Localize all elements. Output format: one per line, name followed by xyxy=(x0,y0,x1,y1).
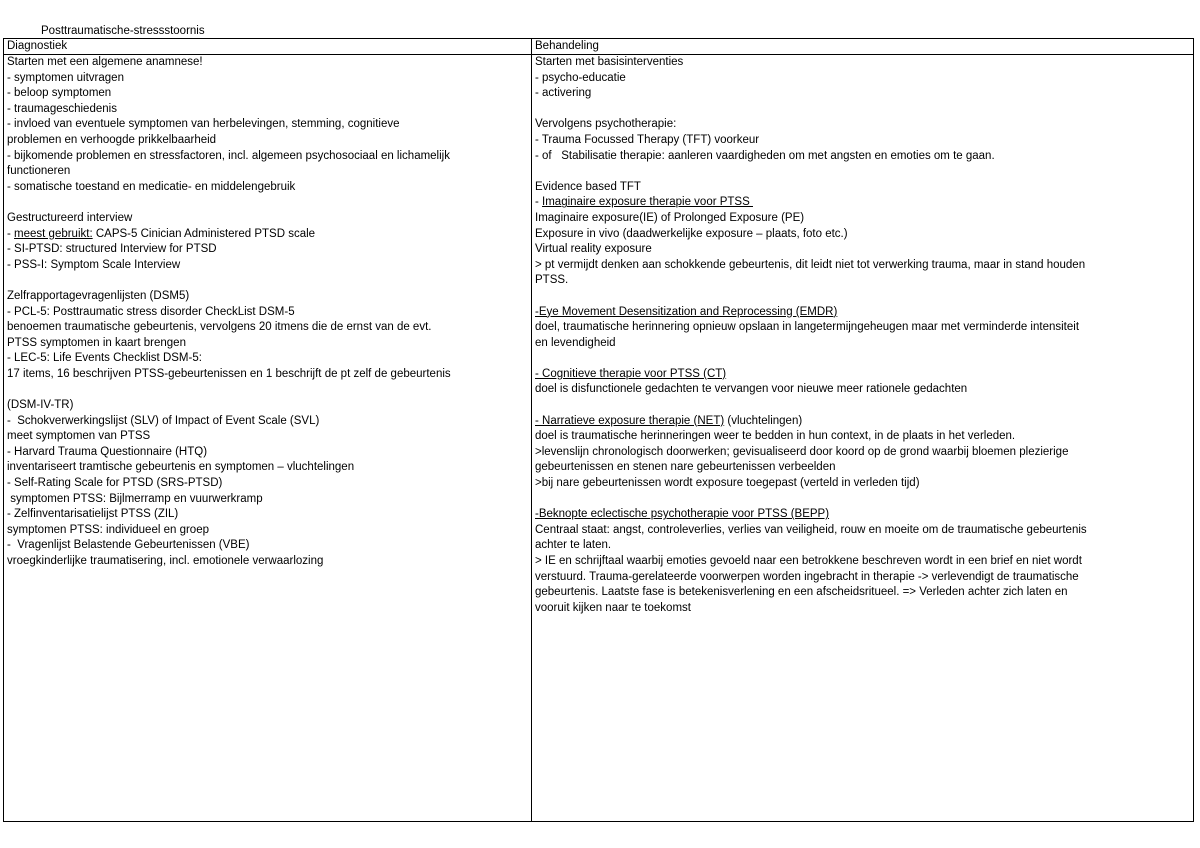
text-line: Gestructureerd interview xyxy=(7,211,133,224)
text-line: 17 items, 16 beschrijven PTSS-gebeurtenissen en 1 beschrijft de pt zelf de gebeurtenis xyxy=(7,367,451,380)
text-line: > pt vermijdt denken aan schokkende gebeurtenis, dit leidt niet tot verwerking trauma, maar in stand houden xyxy=(535,258,1086,271)
text-line: - Self-Rating Scale for PTSD (SRS-PTSD) xyxy=(7,477,223,490)
text-line: vroegkinderlijke traumatisering, incl. emotionele verwaarlozing xyxy=(7,555,324,567)
text-line: doel, traumatische herinnering opnieuw opslaan in langetermijngeheugen maar met verminderde intensiteit xyxy=(535,321,1080,334)
line-text: (vluchtelingen) xyxy=(724,414,803,427)
text-line: Zelfrapportagevragenlijsten (DSM5) xyxy=(7,289,190,302)
text-line: Starten met basisinterventies xyxy=(535,56,684,68)
underlined-heading: -Beknopte eclectische psychotherapie voor PTSS (BEPP) xyxy=(535,508,830,521)
blank-line xyxy=(7,273,528,289)
text-line-with-underline xyxy=(7,227,528,243)
content-table xyxy=(3,38,1194,822)
blank-line xyxy=(535,492,1190,508)
line-text: - xyxy=(535,196,543,209)
text-line: - somatische toestand en medicatie- en middelengebruik xyxy=(7,180,296,193)
text-line: vooruit kijken naar te toekomst xyxy=(535,601,691,614)
text-line-with-underline xyxy=(535,195,1190,211)
text-line: >bij nare gebeurtenissen wordt exposure toegepast (verteld in verleden tijd) xyxy=(535,477,920,490)
text-line: - Vragenlijst Belastende Gebeurtenissen (VBE) xyxy=(7,539,250,552)
text-line: - bijkomende problemen en stressfactoren, incl. algemeen psychosociaal en lichamelijk xyxy=(7,149,450,162)
header-row xyxy=(4,39,1194,55)
line-text: CAPS-5 Cinician Administered PTSD scale xyxy=(92,227,316,240)
text-line: - of Stabilisatie therapie: aanleren vaardigheden om met angsten en emoties om te gaan. xyxy=(535,149,995,162)
text-line: PTSS. xyxy=(535,274,569,287)
text-line: symptomen PTSS: Bijlmerramp en vuurwerkramp xyxy=(7,492,263,505)
text-line: Exposure in vivo (daadwerkelijke exposure – plaats, foto etc.) xyxy=(535,227,848,240)
text-line: Centraal staat: angst, controleverlies, verlies van veiligheid, rouw en moeite om de traumatische gebeurtenis xyxy=(535,523,1087,536)
text-line: - Zelfinventarisatielijst PTSS (ZIL) xyxy=(7,508,179,521)
text-line: meet symptomen van PTSS xyxy=(7,430,151,443)
diagnostiek-cell xyxy=(4,55,532,822)
text-line-with-underline xyxy=(535,367,1190,383)
text-line: Imaginaire exposure(IE) of Prolonged Exposure (PE) xyxy=(535,211,805,224)
text-line: PTSS symptomen in kaart brengen xyxy=(7,336,186,349)
text-line: Evidence based TFT xyxy=(535,180,641,193)
blank-line xyxy=(7,382,528,398)
text-line: en levendigheid xyxy=(535,336,616,349)
blank-line xyxy=(535,164,1190,180)
text-line: verstuurd. Trauma-gerelateerde voorwerpen worden ingebracht in therapie -> verlevendigt de traumatische xyxy=(535,570,1079,583)
blank-line xyxy=(535,351,1190,367)
text-line: symptomen PTSS: individueel en groep xyxy=(7,523,209,536)
text-line: - beloop symptomen xyxy=(7,87,112,100)
text-line: - SI-PTSD: structured Interview for PTSD xyxy=(7,243,217,256)
text-line-with-underline xyxy=(535,507,1190,523)
text-line: - traumageschiedenis xyxy=(7,102,117,115)
underlined-heading: -Eye Movement Desensitization and Reprocessing (EMDR) xyxy=(535,305,838,318)
text-line: benoemen traumatische gebeurtenis, vervolgens 20 itmens die de ernst van de evt. xyxy=(7,321,432,334)
underlined-heading: - Narratieve exposure therapie (NET) xyxy=(535,414,725,427)
underlined-heading: meest gebruikt: xyxy=(14,227,93,240)
underlined-heading: Imaginaire exposure therapie voor PTSS xyxy=(542,196,753,209)
text-line: functioneren xyxy=(7,165,71,178)
blank-line xyxy=(535,398,1190,414)
text-line: achter te laten. xyxy=(535,539,612,552)
line-text: - xyxy=(7,227,15,240)
text-line: gebeurtenis. Laatste fase is betekenisverlening en een afscheidsritueel. => Verleden achter zich laten en xyxy=(535,586,1068,599)
text-line: - Schokverwerkingslijst (SLV) of Impact of Event Scale (SVL) xyxy=(7,414,320,427)
text-line: - PSS-I: Symptom Scale Interview xyxy=(7,258,181,271)
text-line: - PCL-5: Posttraumatic stress disorder CheckList DSM-5 xyxy=(7,305,295,318)
header-diagnostiek: Diagnostiek xyxy=(4,39,532,55)
text-line: - invloed van eventuele symptomen van herbelevingen, stemming, cognitieve xyxy=(7,118,400,131)
text-line: doel is traumatische herinneringen weer te bedden in hun context, in de plaats in het verleden. xyxy=(535,430,1016,443)
behandeling-cell xyxy=(532,55,1194,822)
blank-line xyxy=(7,195,528,211)
text-line: problemen en verhoogde prikkelbaarheid xyxy=(7,133,217,146)
text-line: - Trauma Focussed Therapy (TFT) voorkeur xyxy=(535,133,760,146)
text-line: - activering xyxy=(535,87,592,100)
text-line: > IE en schrijftaal waarbij emoties gevoeld naar een betrokkene beschreven wordt in een brief en niet wordt xyxy=(535,555,1082,567)
text-line: doel is disfunctionele gedachten te vervangen voor nieuwe meer rationele gedachten xyxy=(535,383,968,396)
header-behandeling: Behandeling xyxy=(532,39,1194,55)
text-line: (DSM-IV-TR) xyxy=(7,399,74,412)
text-line: Virtual reality exposure xyxy=(535,243,652,256)
text-line: inventariseert tramtische gebeurtenis en symptomen – vluchtelingen xyxy=(7,461,355,474)
underlined-heading: - Cognitieve therapie voor PTSS (CT) xyxy=(535,367,727,380)
text-line-with-underline xyxy=(535,414,1190,430)
text-line: - symptomen uitvragen xyxy=(7,71,124,84)
text-line: - Harvard Trauma Questionnaire (HTQ) xyxy=(7,445,208,458)
body-row xyxy=(4,55,1194,822)
text-line: >levenslijn chronologisch doorwerken; gevisualiseerd door koord op de grond waarbij bloemen plezierige xyxy=(535,445,1069,458)
text-line: Vervolgens psychotherapie: xyxy=(535,118,677,131)
blank-line xyxy=(535,289,1190,305)
text-line: Starten met een algemene anamnese! xyxy=(7,56,203,68)
text-line: - psycho-educatie xyxy=(535,71,626,84)
blank-line xyxy=(535,102,1190,118)
text-line: - LEC-5: Life Events Checklist DSM-5: xyxy=(7,352,202,365)
document-title: Posttraumatische-stressstoornis xyxy=(41,25,205,37)
text-line: gebeurtenissen en stenen nare gebeurtenissen verbeelden xyxy=(535,461,836,474)
text-line-with-underline xyxy=(535,305,1190,321)
